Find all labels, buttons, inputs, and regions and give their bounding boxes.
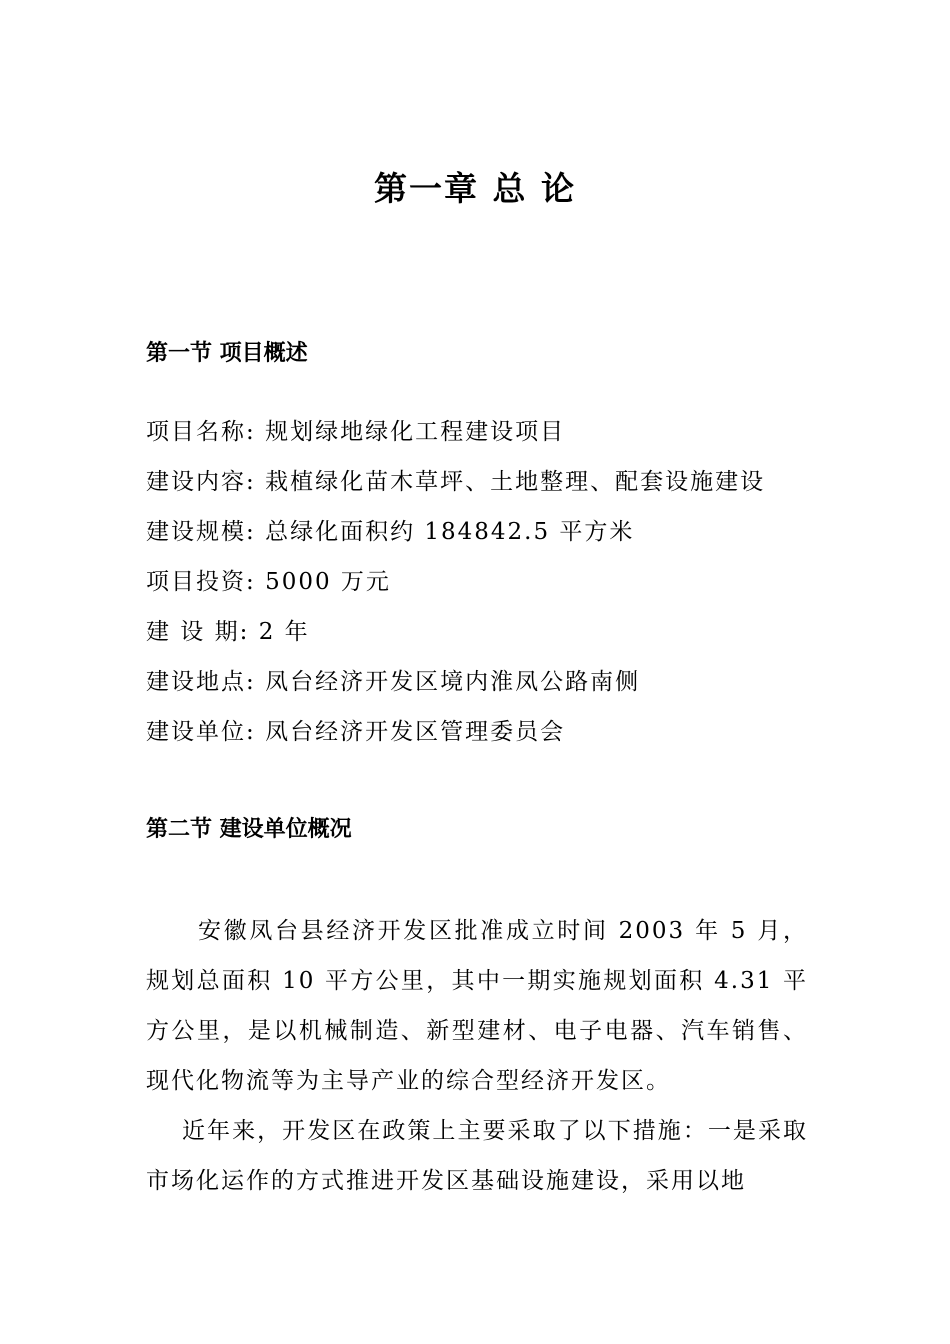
info-value: 凤台经济开发区境内淮凤公路南侧 (265, 669, 641, 695)
info-row-construction-unit (146, 714, 826, 764)
info-value: 凤台经济开发区管理委员会 (265, 719, 566, 745)
info-value: 5000 万元 (265, 569, 391, 595)
info-label: 建设地点: (146, 669, 256, 695)
info-label: 建设单位: (146, 719, 256, 745)
section-body (146, 906, 808, 1206)
info-label: 建设规模: (146, 519, 256, 545)
chapter-title: 第一章 总 论 (374, 169, 576, 208)
info-value: 规划绿地绿化工程建设项目 (265, 419, 566, 445)
info-value: 2 年 (258, 619, 310, 645)
info-row-location (146, 664, 826, 714)
info-row-project-name (146, 414, 826, 464)
info-value: 栽植绿化苗木草坪、土地整理、配套设施建设 (265, 469, 766, 495)
info-label: 建设内容: (146, 469, 256, 495)
section-title-overview: 第一节 项目概述 (146, 341, 308, 366)
info-row-construction-scale (146, 514, 826, 564)
info-row-construction-period (146, 614, 826, 664)
project-info-list (146, 414, 826, 764)
info-row-investment (146, 564, 826, 614)
paragraph-zone-intro: 安徽凤台县经济开发区批准成立时间 2003 年 5 月，规划总面积 10 平方公里，其中一期实施规划面积 4.31 平方公里，是以机械制造、新型建材、电子电器、汽车销售、现代化物流等为主导产业的综合型经济开发区。 (146, 918, 808, 1094)
info-value: 总绿化面积约 184842.5 平方米 (265, 519, 635, 545)
info-row-construction-content (146, 464, 826, 514)
paragraph-measures: 近年来，开发区在政策上主要采取了以下措施：一是采取市场化运作的方式推进开发区基础设施建设，采用以地 (146, 1118, 808, 1194)
info-label: 建 设 期: (146, 619, 250, 645)
info-label: 项目投资: (146, 569, 256, 595)
section-title-unit-overview: 第二节 建设单位概况 (146, 817, 352, 842)
info-label: 项目名称: (146, 419, 256, 445)
